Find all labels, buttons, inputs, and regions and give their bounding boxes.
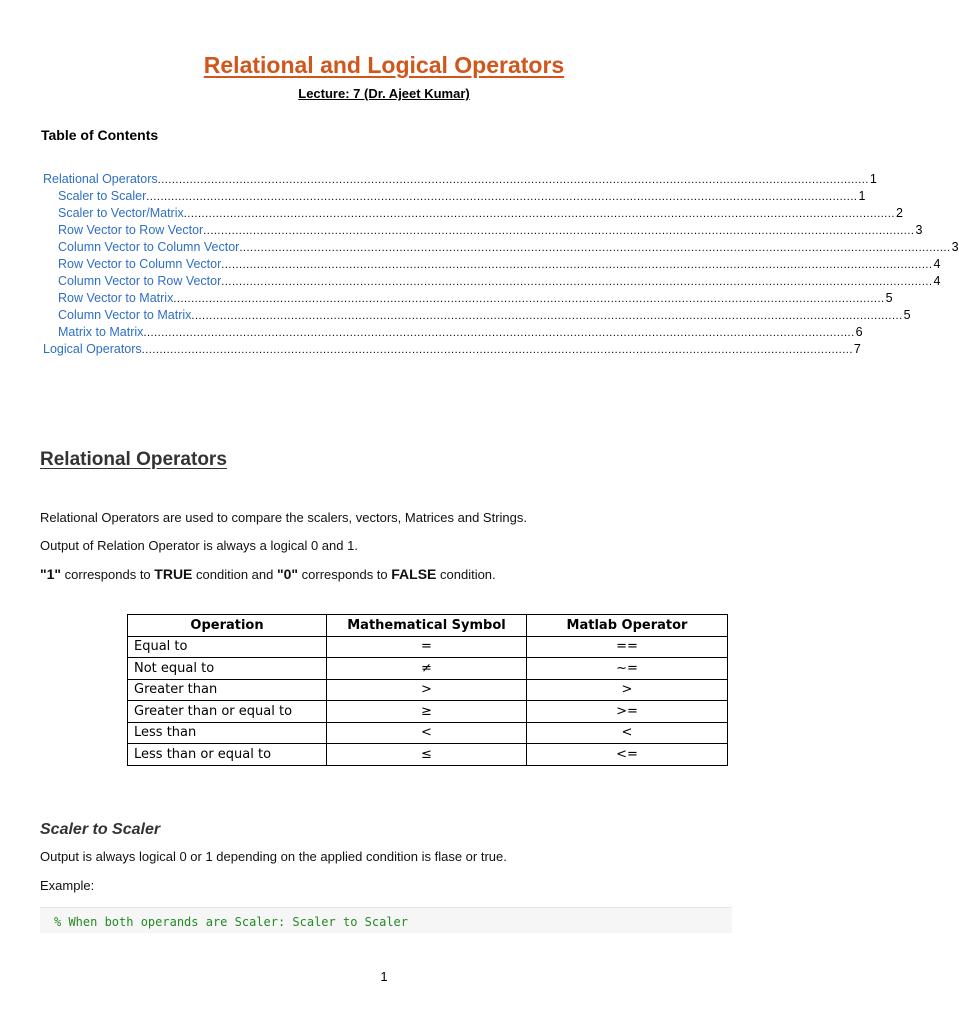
- operation-cell: Less than: [128, 722, 327, 744]
- toc-link[interactable]: Row Vector to Row Vector: [58, 223, 204, 237]
- toc-entry[interactable]: [43, 341, 861, 358]
- toc-entry[interactable]: [43, 324, 863, 341]
- bold-text: "0": [276, 566, 299, 582]
- paragraph: Relational Operators are used to compare the scalers, vectors, Matrices and Strings.: [40, 510, 527, 525]
- toc-page-number: 4: [933, 257, 941, 271]
- toc-entry[interactable]: [43, 188, 866, 205]
- code-block: [40, 907, 732, 933]
- matlab-operator-cell: >: [527, 679, 728, 701]
- paragraph: Output of Relation Operator is always a logical 0 and 1.: [40, 538, 358, 553]
- toc-page-number: 3: [915, 223, 923, 237]
- toc-leader-dots: ........................................................................................................................................................................................................: [173, 293, 885, 305]
- matlab-operator-cell: <: [527, 722, 728, 744]
- toc-link[interactable]: Row Vector to Column Vector: [58, 257, 222, 271]
- toc-page-number: 5: [885, 291, 893, 305]
- toc-leader-dots: ........................................................................................................................................................................................................: [143, 327, 855, 339]
- toc-link[interactable]: Row Vector to Matrix: [58, 291, 174, 305]
- toc-entry[interactable]: [43, 256, 941, 273]
- toc-leader-dots: ........................................................................................................................................................................................................: [141, 344, 853, 356]
- document-title: Relational and Logical Operators: [203, 52, 565, 78]
- operation-cell: Greater than or equal to: [128, 701, 327, 723]
- math-symbol-cell: =: [327, 636, 527, 658]
- toc-link[interactable]: Column Vector to Matrix: [58, 308, 192, 322]
- toc-link[interactable]: Matrix to Matrix: [58, 325, 144, 339]
- toc-link[interactable]: Column Vector to Column Vector: [58, 240, 240, 254]
- toc-leader-dots: ........................................................................................................................................................................................................: [146, 191, 858, 203]
- table-row: [128, 636, 728, 658]
- operation-cell: Not equal to: [128, 658, 327, 680]
- matlab-operator-cell: <=: [527, 744, 728, 766]
- table-header-row: [128, 615, 728, 637]
- toc-page-number: 1: [869, 172, 877, 186]
- toc-leader-dots: ........................................................................................................................................................................................................: [191, 310, 903, 322]
- math-symbol-cell: ≠: [327, 658, 527, 680]
- toc-leader-dots: ........................................................................................................................................................................................................: [221, 259, 933, 271]
- math-symbol-cell: ≤: [327, 744, 527, 766]
- column-header: Operation: [128, 615, 327, 637]
- toc-link[interactable]: Logical Operators: [43, 342, 142, 356]
- bold-text: TRUE: [154, 566, 193, 582]
- code-comment: % When both operands are Scaler: Scaler to Scaler: [54, 915, 409, 929]
- subsection-heading: Scaler to Scaler: [40, 821, 161, 838]
- table-row: [128, 701, 728, 723]
- text: corresponds to: [61, 567, 155, 582]
- toc-leader-dots: ........................................................................................................................................................................................................: [157, 174, 869, 186]
- toc-link[interactable]: Scaler to Scaler: [58, 189, 147, 203]
- table-of-contents: [43, 171, 959, 358]
- toc-entry[interactable]: [43, 290, 893, 307]
- matlab-operator-cell: >=: [527, 701, 728, 723]
- matlab-operator-cell: ==: [527, 636, 728, 658]
- page-number: 1: [380, 969, 388, 984]
- text: condition and: [192, 567, 277, 582]
- toc-page-number: 1: [858, 189, 866, 203]
- operation-cell: Less than or equal to: [128, 744, 327, 766]
- toc-page-number: 4: [933, 274, 941, 288]
- table-row: [128, 679, 728, 701]
- table-row: [128, 722, 728, 744]
- toc-entry[interactable]: [43, 273, 941, 290]
- section-heading: Relational Operators: [40, 449, 227, 470]
- toc-heading: Table of Contents: [41, 127, 159, 143]
- text: condition.: [436, 567, 496, 582]
- toc-leader-dots: ........................................................................................................................................................................................................: [203, 225, 915, 237]
- table-row: [128, 744, 728, 766]
- operators-table: [127, 614, 728, 766]
- text: corresponds to: [298, 567, 392, 582]
- math-symbol-cell: >: [327, 679, 527, 701]
- paragraph: Example:: [40, 878, 95, 893]
- toc-page-number: 5: [903, 308, 911, 322]
- column-header: Mathematical Symbol: [327, 615, 527, 637]
- toc-page-number: 3: [951, 240, 959, 254]
- bold-text: FALSE: [391, 566, 437, 582]
- column-header: Matlab Operator: [527, 615, 728, 637]
- table-row: [128, 658, 728, 680]
- paragraph: Output is always logical 0 or 1 depending on the applied condition is flase or true.: [40, 849, 507, 864]
- paragraph: [40, 566, 496, 582]
- operation-cell: Equal to: [128, 636, 327, 658]
- lecture-subtitle: Lecture: 7 (Dr. Ajeet Kumar): [298, 86, 470, 101]
- matlab-operator-cell: ~=: [527, 658, 728, 680]
- toc-page-number: 2: [895, 206, 903, 220]
- toc-link[interactable]: Column Vector to Row Vector: [58, 274, 222, 288]
- math-symbol-cell: ≥: [327, 701, 527, 723]
- toc-entry[interactable]: [43, 171, 877, 188]
- toc-entry[interactable]: [43, 205, 903, 222]
- toc-link[interactable]: Relational Operators: [43, 172, 158, 186]
- toc-link[interactable]: Scaler to Vector/Matrix: [58, 206, 184, 220]
- toc-page-number: 7: [853, 342, 861, 356]
- toc-entry[interactable]: [43, 307, 911, 324]
- toc-leader-dots: ........................................................................................................................................................................................................: [221, 276, 933, 288]
- bold-text: "1": [40, 566, 62, 582]
- toc-entry[interactable]: [43, 239, 959, 256]
- math-symbol-cell: <: [327, 722, 527, 744]
- toc-leader-dots: ........................................................................................................................................................................................................: [239, 242, 951, 254]
- toc-leader-dots: ........................................................................................................................................................................................................: [183, 208, 895, 220]
- toc-entry[interactable]: [43, 222, 923, 239]
- operation-cell: Greater than: [128, 679, 327, 701]
- toc-page-number: 6: [855, 325, 863, 339]
